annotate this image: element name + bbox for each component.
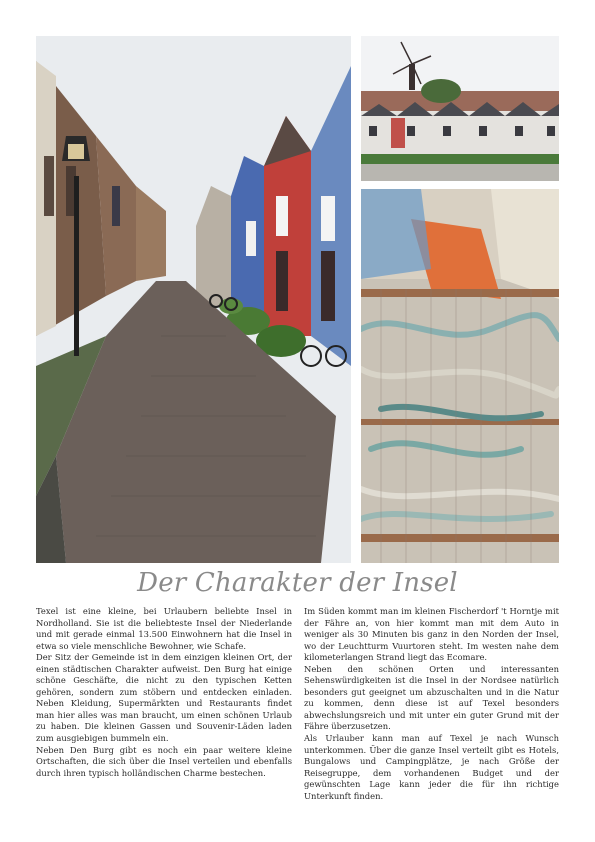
village-photo [361,36,559,181]
fishing-nets-photo [361,189,559,563]
paragraph: Neben den schönen Orten und interessanten Sehenswürdigkeiten ist die Insel in der Nordsee natürlich besonders gut geeignet um abzuschalten und in die Natur zu kommen, denn diese ist auf Texel besonders abwechslungsreich und mit unter ein guter Grund mit der Fähre überzusetzen. [304,663,559,732]
text-column-left [36,606,292,779]
paragraph: Als Urlauber kann man auf Texel je nach Wunsch unterkommen. Über die ganze Insel verteilt gibt es Hotels, Bungalows und Campingplätze, je nach Größe der Reisegruppe, dem vorhandenen Budget und der gewünschten Lage kann jeder die für ihn richtige Unterkunft finden. [304,733,559,801]
paragraph: Texel ist eine kleine, bei Urlaubern beliebte Insel in Nordholland. Sie ist die beliebteste Insel der Niederlande und mit gerade einmal 13.500 Einwohnern hat die Insel in etwa so viele menschliche Bewohner, wie Schafe. [36,606,292,651]
paragraph: Der Sitz der Gemeinde ist in dem einzigen kleinen Ort, der einen städtischen Charakter aufweist. Den Burg hat einige schöne Geschäfte, die nicht zu den typischen Ketten gehören, sondern zum stöbern und entdecken einladen. Neben Kleidung, Supermärkten und Restaurants findet man hier alles was man braucht, um einen schönen Urlaub zu haben. Die kleinen Gassen und Souvenir-Läden laden zum ausgiebigen bummeln ein. [36,652,292,744]
paragraph: Neben Den Burg gibt es noch ein paar weitere kleine Ortschaften, die sich über die Insel verteilen und ebenfalls durch ihren typisch holländischen Charme bestechen. [36,744,292,778]
street-photo [36,36,351,563]
page-title: Der Charakter der Insel [137,568,458,598]
paragraph: Im Süden kommt man im kleinen Fischerdorf 't Horntje mit der Fähre an, von hier kommt man mit dem Auto in weniger als 30 Minuten bis ganz in den Norden der Insel, wo der Leuchtturm Vuurtoren steht. Im westen nahe dem kilometerlangen Strand liegt das Ecomare. [304,606,559,663]
text-column-right [304,606,559,802]
